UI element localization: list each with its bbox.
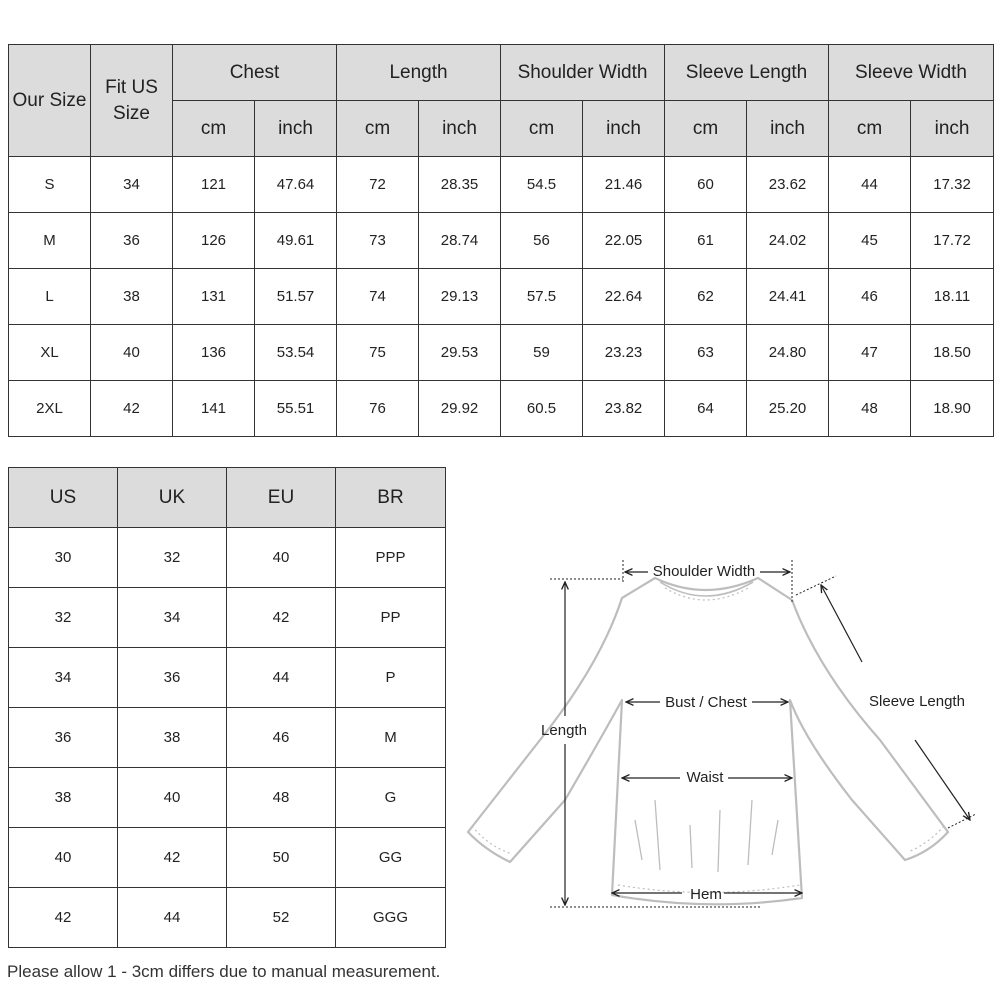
table-cell: XL <box>9 325 91 381</box>
table-cell: GG <box>336 828 446 888</box>
table-cell: PP <box>336 588 446 648</box>
table-cell: 21.46 <box>583 157 665 213</box>
table-cell: 38 <box>9 768 118 828</box>
unit-inch-header: inch <box>255 101 337 157</box>
table-cell: 131 <box>173 269 255 325</box>
table-cell: L <box>9 269 91 325</box>
measurement-footnote: Please allow 1 - 3cm differs due to manual measurement. <box>7 962 441 981</box>
table-cell: 52 <box>227 888 336 948</box>
label-hem: Hem <box>690 886 722 903</box>
table-cell: 61 <box>665 213 747 269</box>
table-row <box>9 588 446 648</box>
header-br: BR <box>336 468 446 528</box>
table-cell: 24.80 <box>747 325 829 381</box>
conversion-table-body <box>9 528 446 948</box>
table-cell: 18.50 <box>911 325 994 381</box>
garment-measurement-diagram <box>460 550 1000 920</box>
table-cell: 42 <box>227 588 336 648</box>
table-cell: 55.51 <box>255 381 337 437</box>
unit-cm-header: cm <box>829 101 911 157</box>
table-cell: 56 <box>501 213 583 269</box>
table-cell: 40 <box>9 828 118 888</box>
label-length: Length <box>541 722 587 739</box>
table-cell: 44 <box>227 648 336 708</box>
table-cell: 121 <box>173 157 255 213</box>
table-cell: 47 <box>829 325 911 381</box>
size-chart-table <box>8 44 994 437</box>
table-cell: 23.82 <box>583 381 665 437</box>
unit-cm-header: cm <box>337 101 419 157</box>
size-table-body <box>9 157 994 437</box>
table-cell: 60.5 <box>501 381 583 437</box>
unit-inch-header: inch <box>747 101 829 157</box>
table-cell: 28.74 <box>419 213 501 269</box>
header-uk: UK <box>118 468 227 528</box>
header-sleeve-width: Sleeve Width <box>829 45 994 101</box>
unit-cm-header: cm <box>665 101 747 157</box>
table-cell: 76 <box>337 381 419 437</box>
table-cell: 72 <box>337 157 419 213</box>
table-row <box>9 213 994 269</box>
table-cell: P <box>336 648 446 708</box>
table-cell: 22.05 <box>583 213 665 269</box>
table-cell: G <box>336 768 446 828</box>
table-cell: 40 <box>227 528 336 588</box>
table-cell: PPP <box>336 528 446 588</box>
table-cell: 38 <box>91 269 173 325</box>
label-sleeve-length: Sleeve Length <box>869 693 965 710</box>
header-sleeve-length: Sleeve Length <box>665 45 829 101</box>
table-cell: 42 <box>9 888 118 948</box>
table-cell: 46 <box>227 708 336 768</box>
table-cell: 51.57 <box>255 269 337 325</box>
table-cell: 32 <box>118 528 227 588</box>
table-cell: 34 <box>91 157 173 213</box>
table-cell: 44 <box>118 888 227 948</box>
table-row <box>9 828 446 888</box>
table-cell: 30 <box>9 528 118 588</box>
table-cell: 29.92 <box>419 381 501 437</box>
header-shoulder-width: Shoulder Width <box>501 45 665 101</box>
table-cell: 2XL <box>9 381 91 437</box>
table-cell: 24.02 <box>747 213 829 269</box>
table-cell: 36 <box>118 648 227 708</box>
table-cell: 36 <box>91 213 173 269</box>
table-cell: 59 <box>501 325 583 381</box>
table-cell: 73 <box>337 213 419 269</box>
sweater-outline-icon <box>468 578 948 904</box>
table-row <box>9 768 446 828</box>
table-cell: M <box>9 213 91 269</box>
table-cell: 126 <box>173 213 255 269</box>
label-waist: Waist <box>686 769 724 786</box>
header-chest: Chest <box>173 45 337 101</box>
size-conversion-table <box>8 467 446 948</box>
table-cell: 74 <box>337 269 419 325</box>
table-cell: 60 <box>665 157 747 213</box>
table-row <box>9 528 446 588</box>
table-cell: 48 <box>829 381 911 437</box>
table-cell: 18.11 <box>911 269 994 325</box>
table-row <box>9 325 994 381</box>
table-cell: 47.64 <box>255 157 337 213</box>
table-cell: 36 <box>9 708 118 768</box>
table-row <box>9 888 446 948</box>
table-cell: 18.90 <box>911 381 994 437</box>
unit-cm-header: cm <box>501 101 583 157</box>
table-cell: 17.72 <box>911 213 994 269</box>
header-us: US <box>9 468 118 528</box>
label-shoulder-width: Shoulder Width <box>652 563 756 580</box>
table-cell: 57.5 <box>501 269 583 325</box>
header-fit-us-size: Fit US Size <box>91 45 173 157</box>
table-cell: 50 <box>227 828 336 888</box>
table-cell: 54.5 <box>501 157 583 213</box>
table-cell: 22.64 <box>583 269 665 325</box>
table-cell: 49.61 <box>255 213 337 269</box>
table-cell: 75 <box>337 325 419 381</box>
table-cell: 17.32 <box>911 157 994 213</box>
table-cell: 24.41 <box>747 269 829 325</box>
table-cell: 28.35 <box>419 157 501 213</box>
table-cell: 23.62 <box>747 157 829 213</box>
table-row <box>9 381 994 437</box>
table-row <box>9 708 446 768</box>
header-our-size: Our Size <box>9 45 91 157</box>
table-cell: 34 <box>118 588 227 648</box>
unit-inch-header: inch <box>583 101 665 157</box>
label-bust-chest: Bust / Chest <box>665 694 747 711</box>
table-cell: 32 <box>9 588 118 648</box>
table-cell: 141 <box>173 381 255 437</box>
unit-cm-header: cm <box>173 101 255 157</box>
table-cell: 64 <box>665 381 747 437</box>
table-cell: 23.23 <box>583 325 665 381</box>
table-cell: 29.13 <box>419 269 501 325</box>
table-cell: 40 <box>118 768 227 828</box>
table-cell: M <box>336 708 446 768</box>
unit-inch-header: inch <box>911 101 994 157</box>
table-cell: 40 <box>91 325 173 381</box>
table-row <box>9 648 446 708</box>
table-cell: 29.53 <box>419 325 501 381</box>
table-cell: GGG <box>336 888 446 948</box>
unit-inch-header: inch <box>419 101 501 157</box>
table-cell: 45 <box>829 213 911 269</box>
table-cell: 46 <box>829 269 911 325</box>
table-cell: 34 <box>9 648 118 708</box>
table-cell: 53.54 <box>255 325 337 381</box>
table-cell: 38 <box>118 708 227 768</box>
header-eu: EU <box>227 468 336 528</box>
table-cell: 136 <box>173 325 255 381</box>
table-cell: 25.20 <box>747 381 829 437</box>
table-cell: 48 <box>227 768 336 828</box>
table-cell: 63 <box>665 325 747 381</box>
table-cell: S <box>9 157 91 213</box>
table-cell: 62 <box>665 269 747 325</box>
table-cell: 44 <box>829 157 911 213</box>
table-row <box>9 269 994 325</box>
table-row <box>9 157 994 213</box>
table-cell: 42 <box>118 828 227 888</box>
table-cell: 42 <box>91 381 173 437</box>
header-length: Length <box>337 45 501 101</box>
